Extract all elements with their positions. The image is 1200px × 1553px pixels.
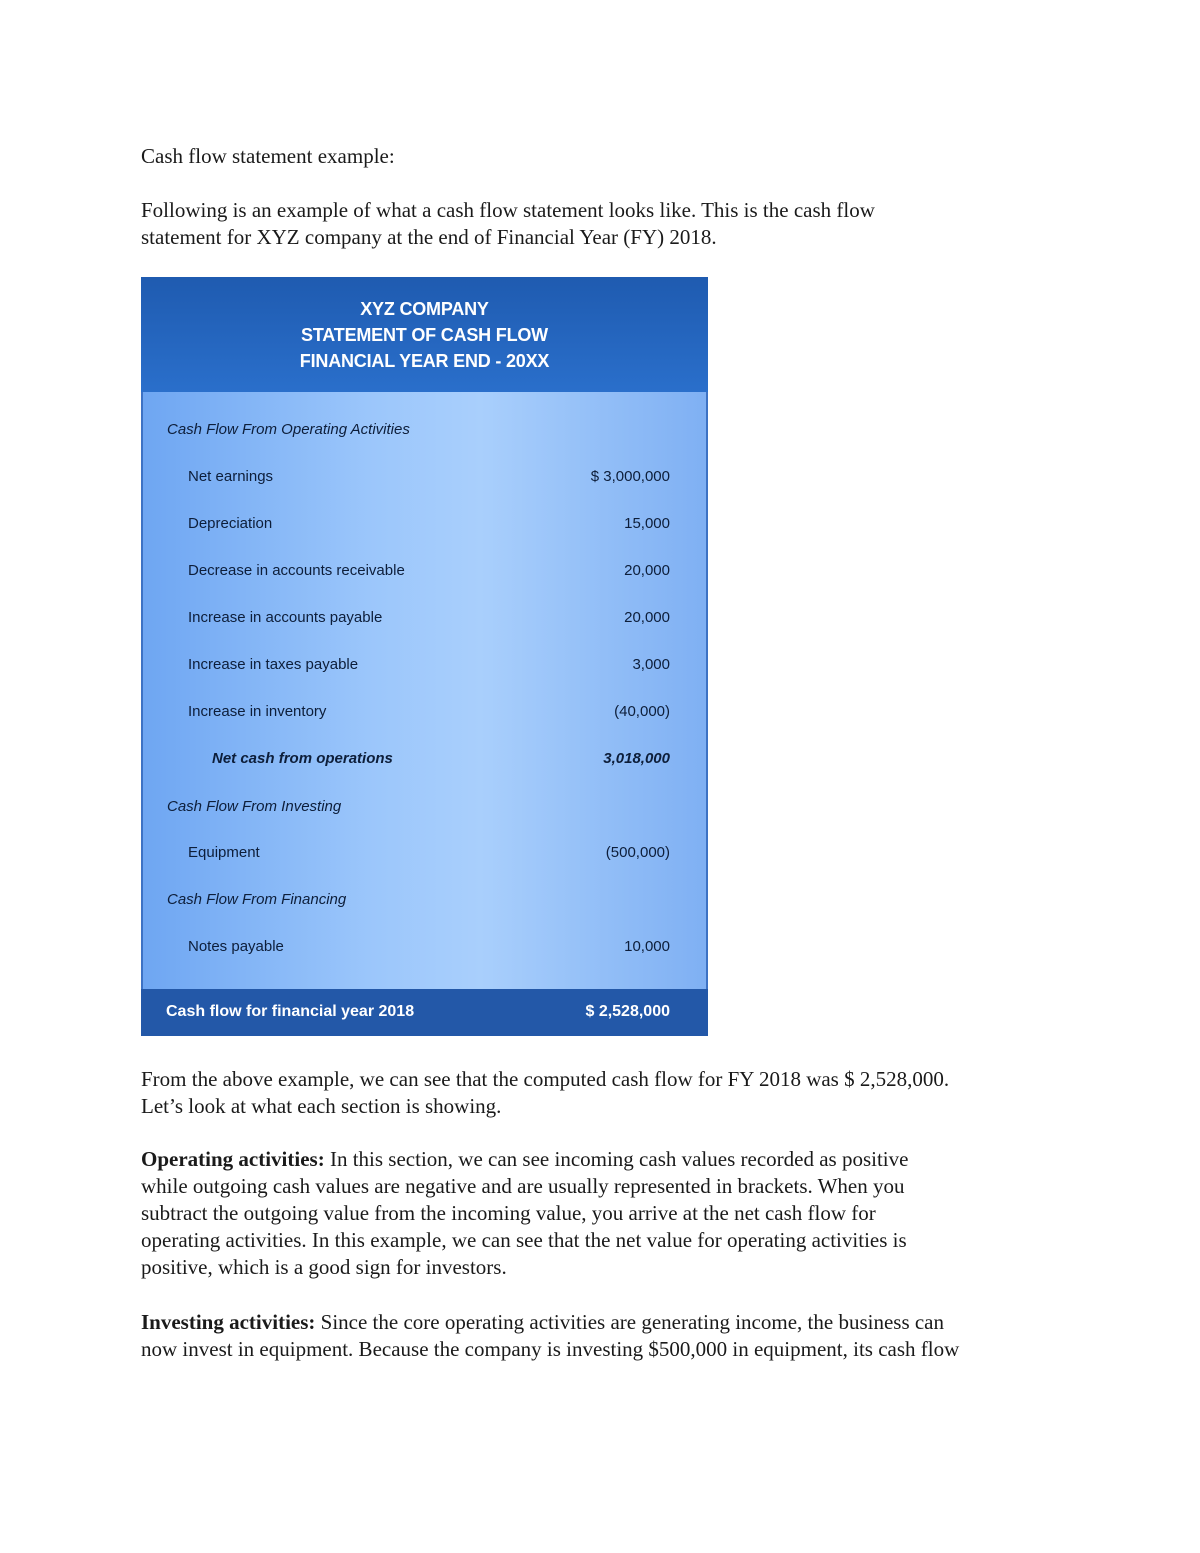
statement-company-name: XYZ COMPANY	[360, 299, 489, 319]
operating-activities-paragraph	[141, 1146, 1061, 1281]
paragraph-line: positive, which is a good sign for investors.	[141, 1255, 507, 1279]
section-heading: Cash flow statement example:	[141, 144, 395, 168]
row-value: (40,000)	[614, 703, 670, 720]
total-label: Cash flow for financial year 2018	[166, 1003, 415, 1020]
statement-row	[143, 609, 706, 633]
row-label: Equipment	[188, 844, 260, 861]
row-value: $ 3,000,000	[590, 468, 670, 485]
statement-row	[143, 468, 706, 492]
investing-term: Investing activities:	[141, 1310, 316, 1334]
row-value: 20,000	[624, 609, 670, 626]
row-label: Net earnings	[188, 468, 274, 485]
statement-row	[143, 515, 706, 539]
operating-term: Operating activities:	[141, 1147, 325, 1171]
investing-section-label: Cash Flow From Investing	[167, 798, 342, 815]
paragraph-text: Since the core operating activities are generating income, the business can	[315, 1310, 945, 1334]
row-label: Notes payable	[188, 938, 284, 955]
statement-row	[143, 844, 706, 868]
intro-line: statement for XYZ company at the end of Financial Year (FY) 2018.	[141, 225, 717, 249]
statement-header	[141, 277, 708, 392]
statement-title: STATEMENT OF CASH FLOW	[301, 325, 548, 345]
operating-section-label: Cash Flow From Operating Activities	[167, 421, 410, 438]
summary-line: Let’s look at what each section is showing.	[141, 1094, 502, 1118]
statement-period: FINANCIAL YEAR END - 20XX	[299, 351, 550, 371]
row-label: Increase in taxes payable	[188, 656, 359, 673]
cash-flow-statement-image	[141, 277, 708, 1036]
paragraph-text: In this section, we can see incoming cash values recorded as positive	[324, 1147, 909, 1171]
paragraph-line: now invest in equipment. Because the company is investing $500,000 in equipment, its cash flow	[141, 1337, 960, 1361]
row-value: 15,000	[624, 515, 670, 532]
summary-line: From the above example, we can see that the computed cash flow for FY 2018 was $ 2,528,000.	[141, 1067, 950, 1091]
total-value: $ 2,528,000	[585, 1003, 670, 1020]
row-value: 20,000	[624, 562, 670, 579]
row-label: Net cash from operations	[212, 750, 393, 767]
row-label: Decrease in accounts receivable	[188, 562, 405, 579]
row-value: 10,000	[624, 938, 670, 955]
net-operations-row	[143, 750, 706, 774]
statement-row	[143, 703, 706, 727]
paragraph-line: subtract the outgoing value from the incoming value, you arrive at the net cash flow for	[141, 1201, 876, 1225]
intro-paragraph	[141, 197, 1041, 251]
paragraph-line: operating activities. In this example, we can see that the net value for operating activities is	[141, 1228, 907, 1252]
statement-row	[143, 938, 706, 962]
summary-paragraph	[141, 1066, 1061, 1120]
row-value: (500,000)	[605, 844, 670, 861]
statement-row	[143, 562, 706, 586]
intro-line: Following is an example of what a cash flow statement looks like. This is the cash flow	[141, 198, 875, 222]
row-label: Increase in inventory	[188, 703, 327, 720]
statement-total-bar	[141, 989, 708, 1036]
row-label: Increase in accounts payable	[188, 609, 383, 626]
row-value: 3,018,000	[603, 750, 670, 767]
financing-section-label: Cash Flow From Financing	[167, 891, 347, 908]
row-value: 3,000	[632, 656, 670, 673]
statement-row	[143, 656, 706, 680]
paragraph-line: while outgoing cash values are negative and are usually represented in brackets. When you	[141, 1174, 905, 1198]
investing-activities-paragraph	[141, 1309, 1071, 1363]
row-label: Depreciation	[188, 515, 273, 532]
